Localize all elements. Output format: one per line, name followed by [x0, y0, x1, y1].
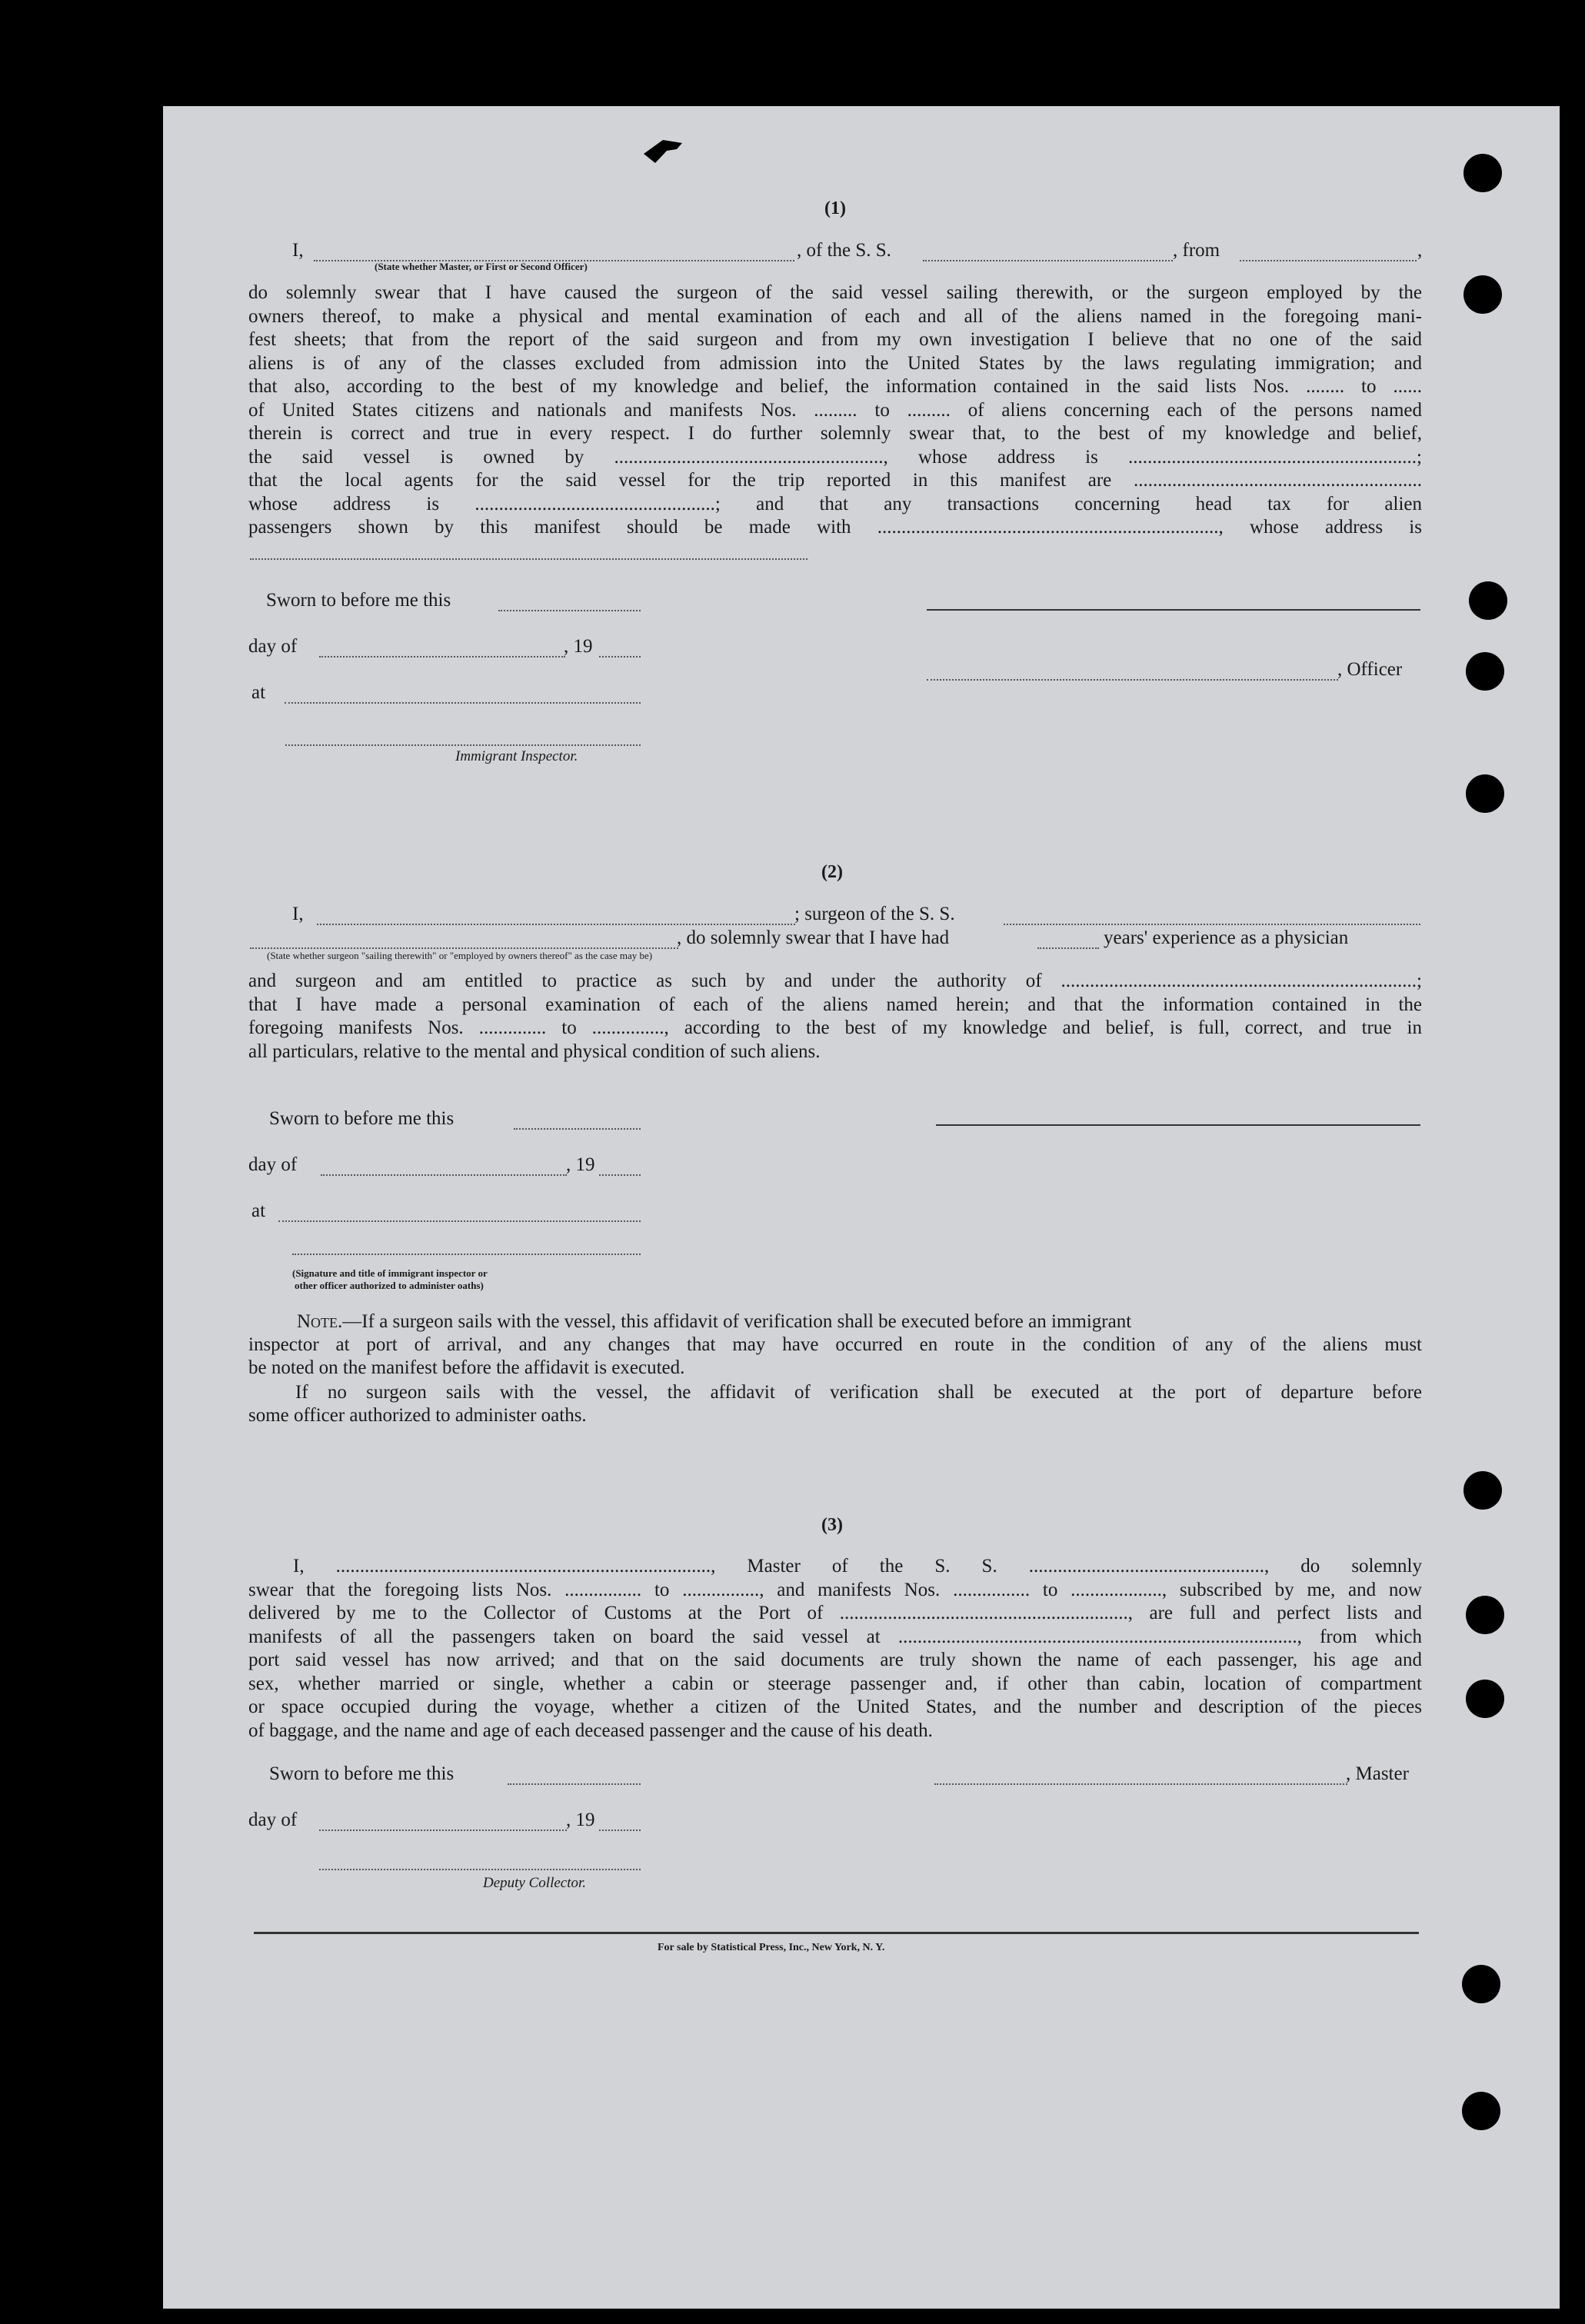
s3-master-field[interactable]	[934, 1768, 1347, 1785]
s3-body-line: of baggage, and the name and age of each deceased passenger and the cause of his death.	[248, 1720, 933, 1741]
punch-hole	[1463, 1471, 1502, 1510]
punch-hole	[1466, 774, 1504, 813]
s2-at-label: at	[251, 1200, 266, 1221]
s1-body-line: therein is correct and true in every respect. I do further solemnly swear that, to the best of my knowledge and belief,	[248, 423, 1422, 444]
s3-year-label: , 19	[566, 1810, 595, 1830]
s1-signature-line	[927, 609, 1420, 611]
s1-at-label: at	[251, 682, 266, 703]
s1-year-label: , 19	[564, 636, 593, 657]
s2-sworn-label: Sworn to before me this	[269, 1108, 455, 1129]
s1-day-field[interactable]	[319, 641, 565, 658]
s1-officer-label: , Officer	[1337, 659, 1403, 680]
s3-collector-line	[319, 1869, 641, 1870]
s1-ship-name-field[interactable]	[923, 245, 1173, 261]
s3-body-line: port said vessel has now arrived; and that on the said documents are truly shown the name of each passenger, his age and	[248, 1650, 1422, 1670]
s1-inspector-line	[285, 744, 641, 746]
s1-from-field[interactable]	[1240, 245, 1417, 261]
s3-affidavit-body	[248, 1555, 1422, 1743]
s2-body-line: all particulars, relative to the mental and physical condition of such aliens.	[248, 1040, 821, 1062]
s2-i-label: I,	[292, 904, 304, 924]
s1-sworn-date-field[interactable]	[498, 594, 641, 611]
s1-officer-name-field[interactable]	[314, 245, 794, 261]
s3-body-line: or space occupied during the voyage, whether a citizen of the United States, and the number and description of the pieces	[248, 1696, 1422, 1717]
section-3-heading: (3)	[821, 1515, 843, 1535]
note-text: —If a surgeon sails with the vessel, this affidavit of verification shall be executed before an immigrant	[342, 1311, 1132, 1332]
s2-ship-name-field[interactable]	[1004, 908, 1420, 925]
s3-sworn-label: Sworn to before me this	[269, 1763, 455, 1784]
s1-body-line: passengers shown by this manifest should be made with ......................................................................., whose address is	[248, 517, 1422, 538]
note-line: some officer authorized to administer oaths.	[248, 1405, 587, 1426]
punch-hole	[1466, 1680, 1504, 1718]
s1-body-line: do solemnly swear that I have caused the surgeon of the said vessel sailing therewith, or the surgeon employed by the	[248, 282, 1422, 303]
s1-inspector-caption: Immigrant Inspector.	[455, 748, 578, 764]
s2-year-field[interactable]	[599, 1159, 641, 1176]
s1-body-line: fest sheets; that from the report of the said surgeon and from my own investigation I believe that no one of the said	[248, 329, 1422, 350]
s2-note2-body	[248, 1381, 1422, 1427]
s1-i-label: I,	[292, 240, 304, 261]
s3-body-line: swear that the foregoing lists Nos. ................ to ................, and manifests Nos. ................ to ..................., subscribed by me, and now	[248, 1579, 1422, 1600]
s1-comma: ,	[1417, 240, 1423, 261]
s1-address-field[interactable]	[250, 543, 807, 560]
s1-officer-caption: (State whether Master, or First or Second Officer)	[375, 261, 588, 272]
s2-body-line: and surgeon and am entitled to practice as such by and under the authority of ..........................................................................;	[248, 971, 1422, 991]
footer-imprint: For sale by Statistical Press, Inc., New York, N. Y.	[658, 1942, 885, 1953]
s3-year-field[interactable]	[599, 1814, 641, 1831]
s1-body-line: that the local agents for the said vessel for the trip reported in this manifest are ............................................................	[248, 470, 1422, 491]
s1-at-field[interactable]	[285, 687, 641, 704]
s2-years-field[interactable]	[1037, 932, 1099, 949]
s2-at-field[interactable]	[278, 1205, 641, 1222]
s2-day-field[interactable]	[321, 1159, 567, 1176]
s1-body-line: that also, according to the best of my knowledge and belief, the information contained in the said lists Nos. ........ to ......	[248, 376, 1422, 397]
note-line: If no surgeon sails with the vessel, the affidavit of verification shall be executed at the port of departure before	[295, 1382, 1422, 1403]
s2-year-label: , 19	[566, 1154, 595, 1175]
s2-note-body	[248, 1333, 1422, 1380]
s1-sworn-label: Sworn to before me this	[266, 590, 451, 611]
punch-hole	[1466, 652, 1504, 691]
s2-capacity-caption: (State whether surgeon "sailing therewith" or "employed by owners thereof" as the case may be)	[267, 950, 653, 961]
s1-body-line: aliens is of any of the classes excluded from admission into the United States by the laws regulating immigration; and	[248, 352, 1422, 374]
s2-surgeon-label: ; surgeon of the S. S.	[794, 904, 955, 924]
section-2-heading: (2)	[821, 862, 843, 882]
s1-affidavit-body	[248, 281, 1422, 540]
s2-day-label: day of	[248, 1154, 298, 1175]
s2-sworn-date-field[interactable]	[514, 1113, 641, 1130]
punch-hole	[1469, 581, 1507, 620]
s2-sig-caption: other officer authorized to administer oaths)	[295, 1280, 484, 1291]
s2-swear-label: , do solemnly swear that I have had	[677, 927, 950, 948]
s3-body-line: delivered by me to the Collector of Customs at the Port of ............................................................, are full and perfect lists and	[248, 1603, 1422, 1623]
s1-day-label: day of	[248, 636, 298, 657]
s2-officer-line	[292, 1254, 641, 1255]
s3-master-label: , Master	[1346, 1763, 1409, 1784]
punch-hole	[1462, 1965, 1500, 2003]
s2-note-first-line	[297, 1310, 1131, 1333]
punch-hole	[1462, 2092, 1500, 2130]
note-line: be noted on the manifest before the affidavit is executed.	[248, 1357, 685, 1378]
torn-mark-icon	[640, 131, 701, 169]
s1-ss-label: , of the S. S.	[797, 240, 891, 261]
s2-capacity-field[interactable]	[250, 932, 678, 949]
s2-body-line: foregoing manifests Nos. .............. to ..............., according to the best of my knowledge and belief, is full, correct, and true in	[248, 1017, 1422, 1038]
s1-officer-field[interactable]	[927, 664, 1338, 681]
section-1-heading: (1)	[824, 198, 846, 218]
note-line: inspector at port of arrival, and any changes that may have occurred en route in the condition of any of the aliens must	[248, 1334, 1422, 1355]
footer-rule	[254, 1932, 1419, 1934]
s2-years-label: years' experience as a physician	[1104, 927, 1349, 948]
s3-day-label: day of	[248, 1810, 298, 1830]
s1-body-line: of United States citizens and nationals and manifests Nos. ......... to ......... of aliens concerning each of the persons named	[248, 399, 1422, 421]
s1-body-line: whose address is ..................................................; and that any transactions concerning head tax for alien	[248, 493, 1422, 514]
s1-from-label: , from	[1173, 240, 1220, 261]
s2-signature-line	[936, 1124, 1420, 1126]
s2-affidavit-body	[248, 970, 1422, 1064]
punch-hole	[1463, 275, 1502, 314]
s2-sig-caption: (Signature and title of immigrant inspector or	[292, 1267, 488, 1279]
punch-hole	[1466, 1596, 1504, 1634]
s1-year-field[interactable]	[599, 641, 641, 658]
punch-hole	[1463, 154, 1502, 192]
s1-body-line: owners thereof, to make a physical and mental examination of each and all of the aliens named in the foregoing mani-	[248, 305, 1422, 327]
s3-day-field[interactable]	[319, 1814, 567, 1831]
s3-deputy-caption: Deputy Collector.	[483, 1875, 587, 1891]
s3-sworn-date-field[interactable]	[508, 1768, 641, 1785]
s1-body-line: the said vessel is owned by ........................................................, whose address is ............................................................;	[248, 446, 1422, 468]
s3-body-line: manifests of all the passengers taken on board the said vessel at ..................................................................................., from which	[248, 1626, 1422, 1647]
s3-body-line: I, .............................................................................., Master of the S. S. ................................................., do solemnly	[293, 1556, 1422, 1577]
note-label: Note.	[297, 1311, 343, 1332]
s3-body-line: sex, whether married or single, whether a cabin or steerage passenger and, if other than cabin, location of compartment	[248, 1673, 1422, 1694]
s2-surgeon-name-field[interactable]	[317, 908, 795, 925]
s2-body-line: that I have made a personal examination of each of the aliens named herein; and that the information contained in the	[248, 994, 1422, 1015]
